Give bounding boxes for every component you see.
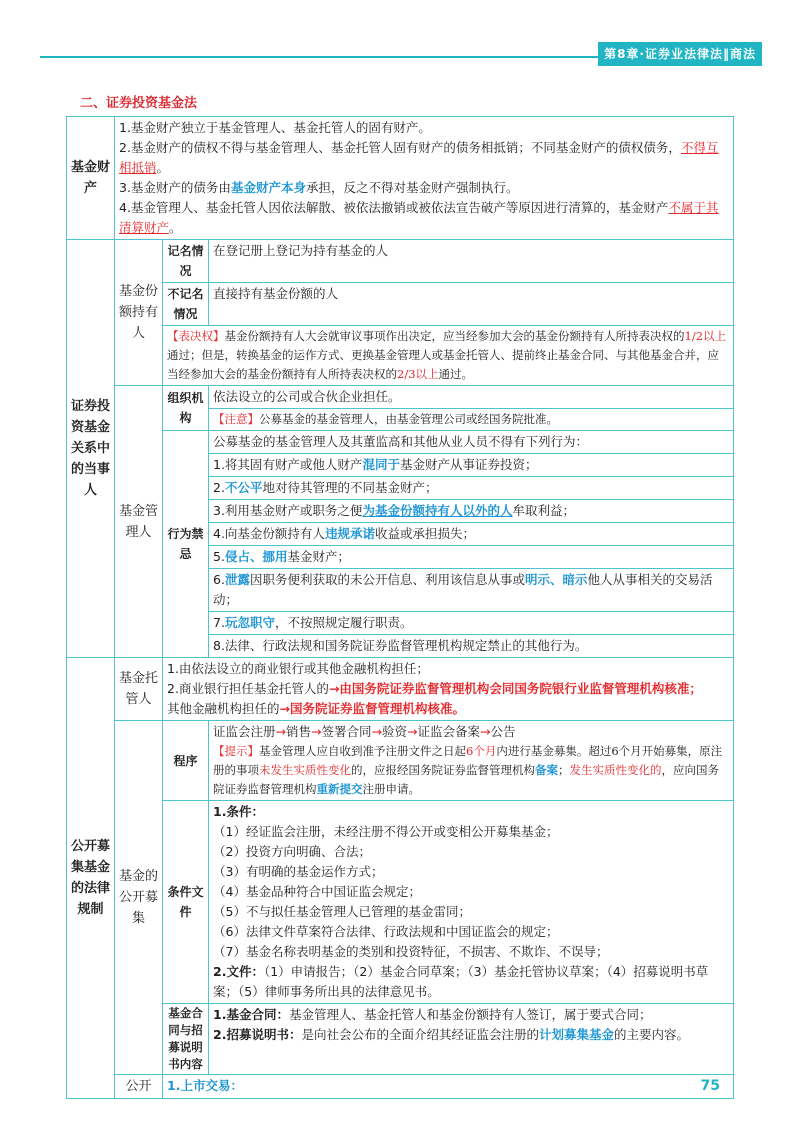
vote-note: 【表决权】基金份额持有人大会就审议事项作出决定，应当经参加大会的基金份额持有人所持表决权的1/2以上通过；但是，转换基金的运作方式、更换基金管理人或基金托管人、提前终止基金合同、与其他基金合并，应当经参加大会的基金份额持有人所持表决权的2/3以上通过。 — [163, 326, 734, 386]
ban-item-3: 3.利用基金财产或职务之便为基金份额持有人以外的人牟取利益； — [209, 500, 734, 523]
holder-label: 基金份额持有人 — [115, 240, 163, 386]
org-text: 依法设立的公司或合伙企业担任。 — [209, 386, 734, 409]
condition-2: （2）投资方向明确、合法； — [213, 844, 371, 859]
ban-item-6: 6.泄露因职务便利获取的未公开信息、利用该信息从事或明示、暗示他人从事相关的交易活动； — [209, 569, 734, 612]
custodian-item-2: 2.商业银行担任基金托管人的→由国务院证券监督管理机构会同国务院银行业监督管理机构核准； — [167, 681, 702, 696]
public-fund-category: 公开募集基金的法律规制 — [67, 658, 115, 1099]
registered-text: 在登记册上登记为持有基金的人 — [209, 240, 734, 283]
documents: 2.文件：（1）申请报告；（2）基金合同草案；（3）基金托管协议草案；（4）招募说明书草案；（5）律师事务所出具的法律意见书。 — [213, 964, 709, 999]
ban-item-2: 2.不公平地对待其管理的不同基金财产； — [209, 477, 734, 500]
unregistered-label: 不记名情况 — [163, 283, 209, 326]
conditions-row — [67, 801, 734, 1004]
section-title: 二、证券投资基金法 — [80, 96, 198, 111]
listing-head: 1.上市交易： — [163, 1075, 734, 1099]
custodian-content — [163, 658, 734, 721]
condition-1: （1）经证监会注册，未经注册不得公开或变相公开募集基金； — [213, 824, 559, 839]
conditions-label: 条件文件 — [163, 801, 209, 1004]
ban-item-7: 7.玩忽职守，不按照规定履行职责。 — [209, 612, 734, 635]
law-table — [66, 116, 734, 1099]
holder-unregistered-row — [67, 283, 734, 326]
conditions-content — [209, 801, 734, 1004]
custodian-row — [67, 658, 734, 721]
procedure-flow: 证监会注册→销售→签署合同→验资→证监会备案→公告 — [213, 724, 516, 739]
contract-row — [67, 1004, 734, 1075]
registered-label: 记名情况 — [163, 240, 209, 283]
condition-5: （5）不与拟任基金管理人已管理的基金雷同； — [213, 904, 471, 919]
fund-property-content — [115, 117, 734, 240]
condition-4: （4）基金品种符合中国证监会规定； — [213, 884, 421, 899]
condition-6: （6）法律文件草案符合法律、行政法规和中国证监会的规定； — [213, 924, 559, 939]
custodian-item-1: 1.由依法设立的商业银行或其他金融机构担任； — [167, 661, 429, 676]
fund-property-item-3: 3.基金财产的债务由基金财产本身承担，反之不得对基金财产强制执行。 — [119, 180, 519, 195]
manager-org-row — [67, 386, 734, 409]
listing-row — [67, 1075, 734, 1099]
listing-label: 公开 — [115, 1075, 163, 1099]
ban-item-1: 1.将其固有财产或他人财产混同于基金财产从事证券投资； — [209, 454, 734, 477]
ban-item-5: 5.侵占、挪用基金财产； — [209, 546, 734, 569]
custodian-label: 基金托管人 — [115, 658, 163, 721]
fund-property-category: 基金财产 — [67, 117, 115, 240]
ban-intro: 公募基金的基金管理人及其董监高和其他从业人员不得有下列行为： — [209, 431, 734, 454]
parties-category: 证券投资基金关系中的当事人 — [67, 240, 115, 658]
contract-item-2: 2.招募说明书：是向社会公布的全面介绍其经证监会注册的计划募集基金的主要内容。 — [213, 1027, 689, 1042]
conditions-head: 1.条件： — [213, 804, 264, 819]
ban-item-4: 4.向基金份额持有人违规承诺收益或承担损失； — [209, 523, 734, 546]
ban-intro-row — [67, 431, 734, 454]
org-label: 组织机构 — [163, 386, 209, 431]
fund-property-row — [67, 117, 734, 240]
contract-label: 基金合同与招募说明书内容 — [163, 1004, 209, 1075]
procedure-note: 【提示】基金管理人应自收到准予注册文件之日起6个月内进行基金募集。超过6个月开始募集，原注册的事项未发生实质性变化的，应报经国务院证券监督管理机构备案；发生实质性变化的，应向国务院证券监督管理机构重新提交注册申请。 — [213, 744, 723, 796]
fund-property-item-2: 2.基金财产的债权不得与基金管理人、基金托管人固有财产的债务相抵销；不同基金财产的债权债务，不得互相抵销。 — [119, 140, 719, 175]
chapter-header: 第8章·证券业法律法‖商法 — [598, 42, 762, 66]
procedure-row — [67, 721, 734, 801]
contract-item-1: 1.基金合同：基金管理人、基金托管人和基金份额持有人签订，属于要式合同； — [213, 1007, 652, 1022]
fund-property-item-1: 1.基金财产独立于基金管理人、基金托管人的固有财产。 — [119, 120, 431, 135]
manager-label: 基金管理人 — [115, 386, 163, 658]
org-note: 【注意】公募基金的基金管理人，由基金管理公司或经国务院批准。 — [209, 409, 734, 431]
contract-content — [209, 1004, 734, 1075]
page-number: 75 — [700, 1078, 720, 1094]
procedure-label: 程序 — [163, 721, 209, 801]
condition-7: （7）基金名称表明基金的类别和投资特征，不损害、不欺诈、不误导； — [213, 944, 609, 959]
holder-registered-row — [67, 240, 734, 283]
procedure-content — [209, 721, 734, 801]
unregistered-text: 直接持有基金份额的人 — [209, 283, 734, 326]
raising-label: 基金的公开募集 — [115, 721, 163, 1075]
fund-property-item-4: 4.基金管理人、基金托管人因依法解散、被依法撤销或被依法宣告破产等原因进行清算的，基金财产不属于其清算财产。 — [119, 200, 719, 235]
holder-vote-row — [67, 326, 734, 386]
ban-item-8: 8.法律、行政法规和国务院证券监督管理机构规定禁止的其他行为。 — [209, 635, 734, 658]
ban-label: 行为禁忌 — [163, 431, 209, 658]
custodian-item-3: 其他金融机构担任的→国务院证券监督管理机构核准。 — [167, 701, 465, 716]
condition-3: （3）有明确的基金运作方式； — [213, 864, 384, 879]
